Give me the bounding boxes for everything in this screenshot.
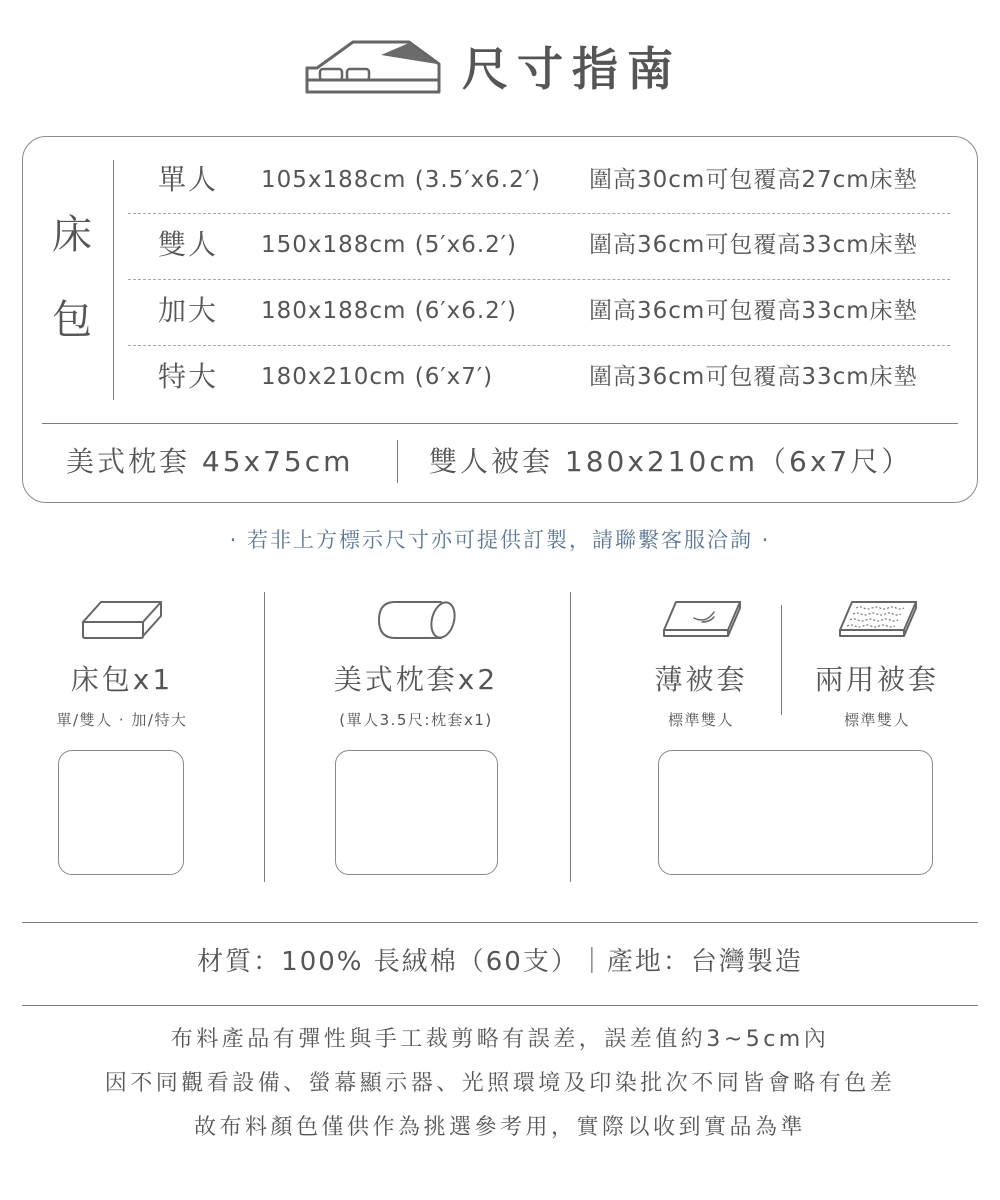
thin-duvet-icon bbox=[656, 596, 746, 644]
product-name: 兩用被套 bbox=[814, 663, 939, 696]
size-table bbox=[22, 136, 978, 503]
product-divider bbox=[570, 592, 571, 882]
product-subtitle: 標準雙人 bbox=[843, 711, 910, 729]
size-row-label: 特大 bbox=[158, 360, 219, 393]
section-divider bbox=[22, 922, 978, 923]
product-subtitle: 標準雙人 bbox=[667, 711, 734, 729]
product-name: 薄被套 bbox=[654, 663, 748, 696]
disclaimer-line: 故布料顏色僅供作為挑選參考用，實際以收到實品為準 bbox=[193, 1115, 806, 1140]
size-row-note: 圍高36cm可包覆高33cm床墊 bbox=[589, 232, 918, 258]
table-divider bbox=[42, 423, 958, 424]
category-char-top: 床 bbox=[52, 212, 92, 258]
size-row-dimensions: 180x188cm (6′x6.2′) bbox=[261, 298, 517, 324]
size-row-note: 圍高36cm可包覆高33cm床墊 bbox=[589, 298, 918, 324]
size-row-dimensions: 150x188cm (5′x6.2′) bbox=[261, 232, 517, 258]
bed-house-icon bbox=[303, 34, 443, 96]
size-row-label: 雙人 bbox=[158, 228, 219, 261]
pillowcase-icon bbox=[371, 596, 461, 644]
row-divider bbox=[128, 279, 950, 280]
product-name: 床包x1 bbox=[70, 663, 174, 696]
product-subtitle: (單人3.5尺:枕套x1) bbox=[339, 711, 493, 729]
product-image-placeholder bbox=[58, 750, 184, 875]
fitted-sheet-icon bbox=[77, 596, 167, 644]
duvet-size: 雙人被套 180x210cm（6x7尺） bbox=[429, 445, 913, 478]
product-name: 美式枕套x2 bbox=[333, 663, 499, 696]
size-row-dimensions: 105x188cm (3.5′x6.2′) bbox=[261, 167, 541, 193]
category-char-bottom: 包 bbox=[52, 297, 92, 343]
material-origin-line: 材質：100% 長絨棉（60支）｜產地：台灣製造 bbox=[197, 947, 803, 977]
product-divider bbox=[264, 592, 265, 882]
product-pillowcase bbox=[316, 596, 516, 731]
quilted-duvet-icon bbox=[832, 596, 922, 644]
product-subtitle: 單/雙人 · 加/特大 bbox=[56, 711, 188, 729]
category-divider bbox=[113, 160, 114, 400]
disclaimer-line: 因不同觀看設備、螢幕顯示器、光照環境及印染批次不同皆會略有色差 bbox=[104, 1071, 896, 1096]
size-row-dimensions: 180x210cm (6′x7′) bbox=[261, 364, 494, 390]
size-row-label: 加大 bbox=[158, 294, 219, 327]
bottom-row-separator bbox=[397, 440, 398, 483]
section-divider bbox=[22, 1005, 978, 1006]
product-image-placeholder bbox=[335, 750, 498, 875]
disclaimer-line: 布料產品有彈性與手工裁剪略有誤差，誤差值約3~5cm內 bbox=[170, 1027, 830, 1052]
size-row-note: 圍高30cm可包覆高27cm床墊 bbox=[589, 167, 918, 193]
row-divider bbox=[128, 345, 950, 346]
row-divider bbox=[128, 213, 950, 214]
product-thin-duvet bbox=[611, 596, 791, 731]
pillowcase-size: 美式枕套 45x75cm bbox=[66, 445, 354, 478]
product-fitted-sheet bbox=[22, 596, 222, 731]
size-row-label: 單人 bbox=[158, 163, 219, 196]
custom-order-note: · 若非上方標示尺寸亦可提供訂製，請聯繫客服洽詢 · bbox=[229, 528, 771, 552]
size-row-note: 圍高36cm可包覆高33cm床墊 bbox=[589, 364, 918, 390]
product-quilted-duvet bbox=[787, 596, 967, 731]
page-title: 尺寸指南 bbox=[462, 42, 682, 96]
product-image-placeholder bbox=[658, 750, 933, 875]
